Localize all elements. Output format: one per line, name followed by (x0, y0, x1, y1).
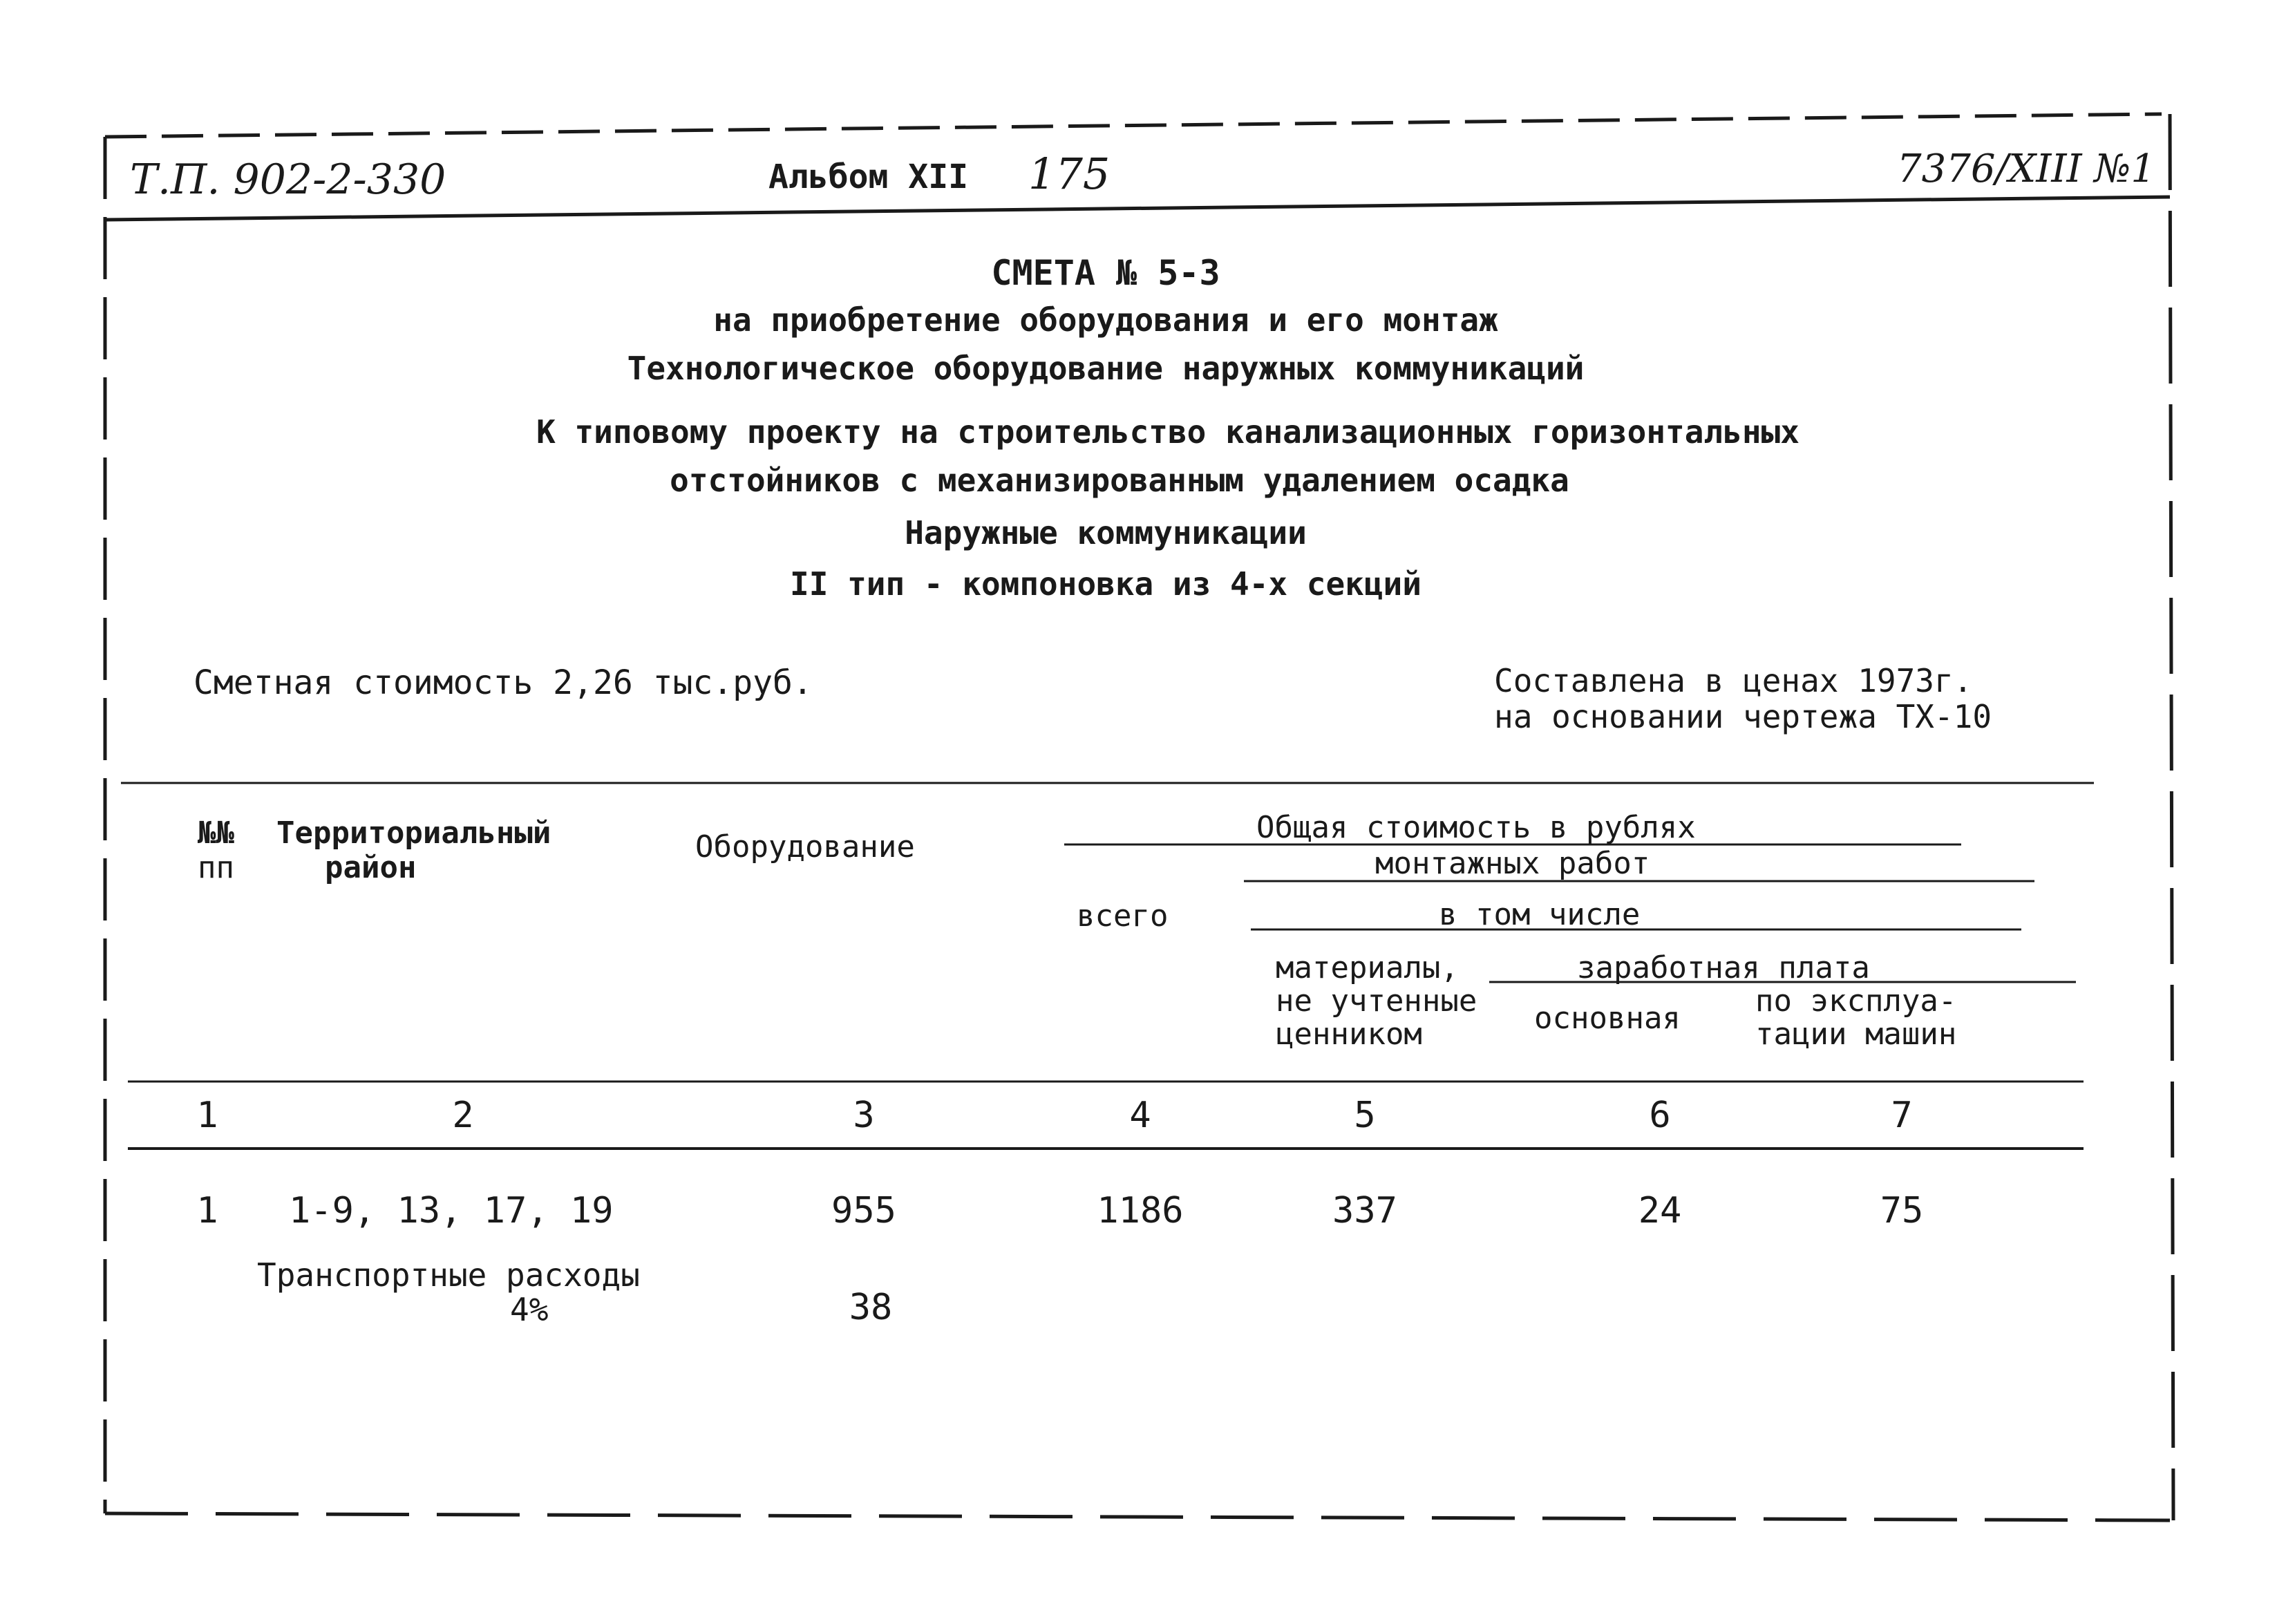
col-num-label: №№ (198, 815, 234, 851)
archive-number: 7376/XIII №1 (1897, 147, 2156, 191)
album-label: Альбом XII (768, 158, 968, 196)
col-machine-label-2: тации машин (1755, 1017, 1957, 1052)
layout-type: II тип - компоновка из 4-х секций (790, 565, 1421, 603)
row-region: 1-9, 13, 17, 19 (289, 1190, 614, 1231)
row-total: 1186 (1097, 1190, 1184, 1231)
row-basic: 24 (1638, 1190, 1682, 1231)
col-basic-label: основная (1534, 1001, 1681, 1036)
total-cost-label: Общая стоимость в рублях (1256, 810, 1696, 845)
col-equipment-label: Оборудование (695, 829, 915, 865)
transport-percent: 4% (510, 1291, 549, 1328)
column-number: 5 (1354, 1095, 1376, 1136)
col-machine-label: по эксплуа- (1755, 983, 1957, 1019)
estimated-cost: Сметная стоимость 2,26 тыс.руб. (193, 663, 813, 702)
estimate-title: СМЕТА № 5-3 (991, 253, 1220, 293)
wages-label: заработная плата (1577, 950, 1870, 985)
transport-label: Транспортные расходы (257, 1256, 640, 1294)
drawing-basis: на основании чертежа ТХ-10 (1494, 698, 1992, 735)
page-number: 175 (1028, 149, 1111, 199)
estimate-subtitle: на приобретение оборудования и его монтаж (713, 301, 1498, 339)
row-equipment: 955 (831, 1190, 896, 1231)
row-machine: 75 (1880, 1190, 1924, 1231)
column-number: 7 (1891, 1095, 1913, 1136)
col-materials-label-2: не учтенные (1276, 983, 1477, 1019)
project-description: К типовому проекту на строительство канализационных горизонтальных (536, 413, 1799, 451)
including-label: в том числе (1439, 897, 1641, 932)
equipment-type: Технологическое оборудование наружных коммуникаций (627, 350, 1585, 387)
prices-basis: Составлена в ценах 1973г. (1494, 662, 1973, 699)
row-num: 1 (196, 1190, 218, 1231)
column-number: 1 (196, 1095, 218, 1136)
column-number: 3 (853, 1095, 875, 1136)
col-num-label-2: пп (198, 850, 234, 885)
row-materials: 337 (1332, 1190, 1397, 1231)
installation-label: монтажных работ (1375, 846, 1650, 881)
section-name: Наружные коммуникации (905, 514, 1307, 551)
column-number: 6 (1649, 1095, 1671, 1136)
column-number: 4 (1129, 1095, 1151, 1136)
col-region-label: Территориальный (276, 815, 551, 851)
col-materials-label-3: ценником (1276, 1017, 1422, 1052)
transport-value: 38 (849, 1287, 893, 1328)
col-materials-label: материалы, (1276, 950, 1459, 985)
col-total-label: всего (1077, 898, 1169, 934)
column-number: 2 (452, 1095, 474, 1136)
project-code: Т.П. 902-2-330 (130, 155, 446, 204)
project-description-cont: отстойников с механизированным удалением осадка (670, 462, 1569, 499)
col-region-label-2: район (325, 850, 417, 885)
